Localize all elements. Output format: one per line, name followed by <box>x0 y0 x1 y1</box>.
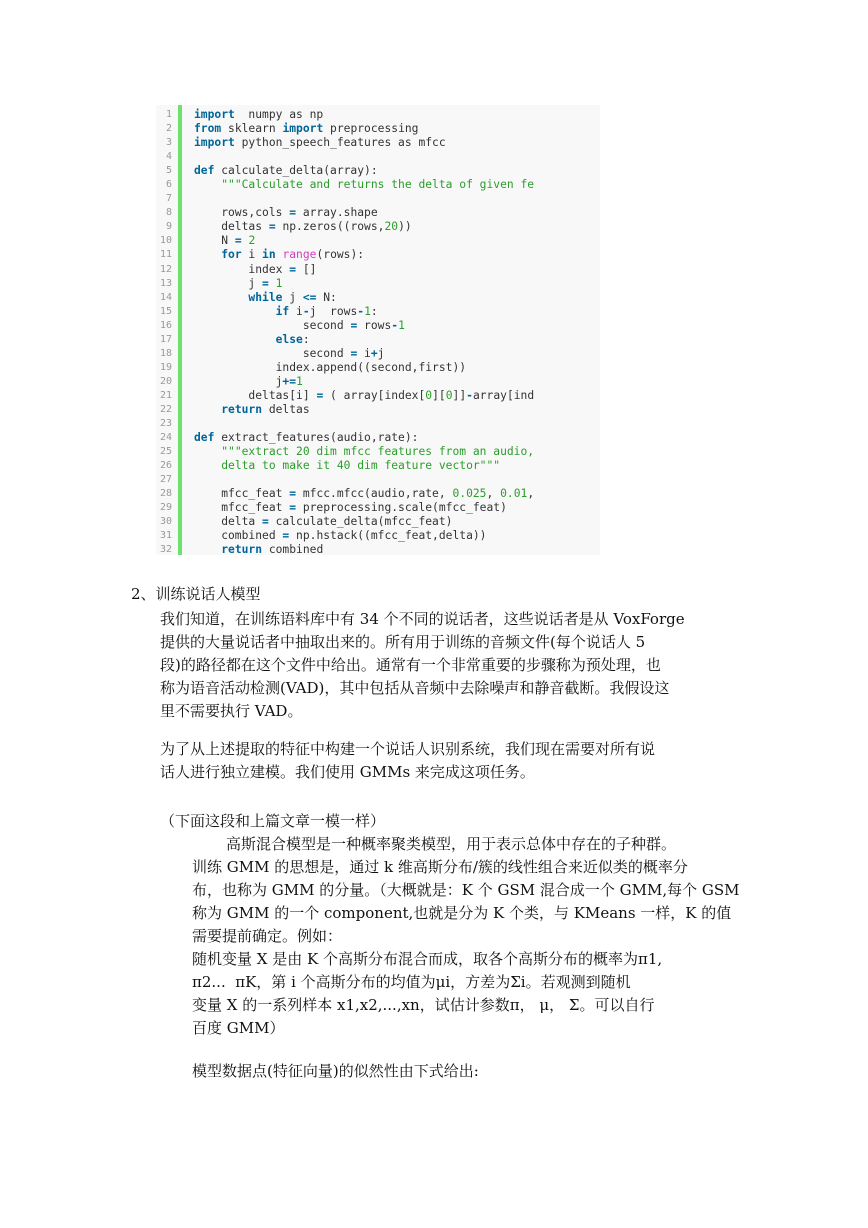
code-line <box>156 459 600 473</box>
code-token: index.append((second,first)) <box>194 360 467 374</box>
section-heading: 2、训练说话人模型 <box>131 585 261 603</box>
code-token: N: <box>316 290 337 304</box>
line-number: 5 <box>165 165 172 177</box>
line-number: 12 <box>159 263 172 275</box>
code-line <box>156 164 600 178</box>
code-token: = <box>282 529 290 543</box>
code-token: delta <box>194 515 263 529</box>
code-text <box>194 305 378 319</box>
code-line <box>156 305 600 319</box>
code-line <box>156 487 600 501</box>
code-token: += <box>282 374 297 388</box>
paragraph-line: 百度 GMM） <box>192 1019 285 1037</box>
code-token: import <box>282 122 324 136</box>
code-token: combined <box>194 529 283 543</box>
code-token: preprocessing.scale(mfcc_feat) <box>296 501 507 515</box>
code-text <box>194 319 405 333</box>
line-number: 2 <box>165 123 172 135</box>
code-token: calculate_delta(mfcc_feat) <box>268 515 453 529</box>
code-line <box>156 361 600 375</box>
code-token: 0 <box>445 388 453 402</box>
code-token: array[ind <box>472 388 535 402</box>
code-line <box>156 403 600 417</box>
paragraph-line: 高斯混合模型是一种概率聚类模型，用于表示总体中存在的子种群。 <box>226 835 677 853</box>
code-token: ][ <box>432 388 446 402</box>
code-line <box>156 206 600 220</box>
code-token: deltas[i] <box>194 388 317 402</box>
line-number: 20 <box>159 375 172 387</box>
code-token <box>194 403 221 416</box>
code-text <box>194 515 452 529</box>
code-text <box>194 347 384 361</box>
code-token <box>194 178 221 191</box>
code-token: 0 <box>425 388 433 402</box>
code-text <box>194 333 310 347</box>
code-line <box>156 333 600 347</box>
code-token: 0.01 <box>500 487 528 501</box>
code-text <box>194 291 337 305</box>
code-text <box>194 122 418 136</box>
code-text <box>194 389 534 403</box>
code-text <box>194 206 378 220</box>
paragraph-line: 需要提前确定。例如： <box>192 927 343 945</box>
code-line <box>156 431 600 445</box>
code-token: - <box>302 304 310 318</box>
code-token <box>194 543 221 555</box>
code-line <box>156 192 600 206</box>
code-text <box>194 445 534 459</box>
code-text <box>194 277 282 291</box>
code-token: return <box>221 543 263 555</box>
code-token: calculate_delta(array): <box>214 164 378 178</box>
code-text <box>194 234 255 248</box>
code-token: = <box>289 262 297 276</box>
code-token: deltas <box>262 402 310 416</box>
code-line <box>156 529 600 543</box>
code-token <box>194 248 221 261</box>
code-token: import <box>194 108 235 121</box>
code-token: i <box>241 248 263 262</box>
code-text <box>194 459 500 473</box>
line-number: 18 <box>159 347 172 359</box>
code-text <box>194 220 412 234</box>
code-token: combined <box>262 543 324 555</box>
line-number: 32 <box>159 544 172 555</box>
code-line <box>156 234 600 248</box>
code-line <box>156 277 600 291</box>
code-token: N <box>194 234 235 248</box>
code-token: return <box>221 402 263 416</box>
code-token: = <box>289 206 297 220</box>
line-number: 31 <box>159 530 172 542</box>
paragraph-line: 话人进行独立建模。我们使用 GMMs 来完成这项任务。 <box>160 763 535 781</box>
code-text <box>194 164 378 178</box>
code-token: if <box>275 304 290 318</box>
code-text <box>194 529 486 543</box>
code-token: j <box>194 276 263 290</box>
line-number: 23 <box>159 418 172 430</box>
code-line <box>156 108 600 122</box>
code-line <box>156 515 600 529</box>
code-line <box>156 178 600 192</box>
line-number: 3 <box>165 137 172 149</box>
code-token: def <box>194 431 215 445</box>
code-token <box>269 277 276 290</box>
code-token: rows,cols <box>194 206 290 220</box>
paragraph-line: 称为语音活动检测(VAD)，其中包括从音频中去除噪声和静音截断。我假设这 <box>160 679 670 697</box>
line-number: 21 <box>159 389 172 401</box>
code-line <box>156 501 600 515</box>
code-token: import <box>194 136 235 150</box>
line-number: 22 <box>159 403 172 415</box>
code-token: from <box>194 122 222 136</box>
code-token: j <box>194 374 283 388</box>
code-token: sklearn <box>221 122 283 136</box>
line-number: 28 <box>159 488 172 500</box>
code-token: python_speech_features as mfcc <box>234 136 446 150</box>
code-text <box>194 403 310 417</box>
code-token: in <box>262 248 276 262</box>
code-token: = <box>316 388 324 402</box>
code-line <box>156 248 600 262</box>
code-token <box>194 291 248 304</box>
line-number: 8 <box>165 207 172 219</box>
line-number: 29 <box>159 502 172 514</box>
code-token: : <box>370 304 378 318</box>
code-token: - <box>357 304 365 318</box>
paragraph-line: 训练 GMM 的思想是，通过 k 维高斯分布/簇的线性组合来近似类的概率分 <box>192 858 688 876</box>
code-token <box>194 445 221 458</box>
code-text <box>194 108 323 122</box>
code-token: = <box>289 501 297 515</box>
code-token: """extract 20 dim mfcc features from an audio, <box>221 445 535 459</box>
line-number: 24 <box>159 432 172 444</box>
line-number: 13 <box>159 277 172 289</box>
line-number: 4 <box>165 151 172 163</box>
code-token: 1 <box>296 374 303 388</box>
code-text <box>194 178 534 192</box>
code-token <box>194 459 221 472</box>
code-line <box>156 122 600 136</box>
code-token <box>194 333 276 346</box>
line-number: 15 <box>159 305 172 317</box>
code-token: else <box>275 332 303 346</box>
code-token: i <box>289 304 303 318</box>
line-number: 26 <box>159 460 172 472</box>
code-line <box>156 375 600 389</box>
paragraph-line: 称为 GMM 的一个 component,也就是分为 K 个类，与 KMeans 一样，K 的值 <box>192 904 732 922</box>
line-number: 11 <box>159 249 172 261</box>
code-token: 0.025 <box>452 487 487 501</box>
code-token: (rows): <box>316 248 365 262</box>
code-line <box>156 473 600 487</box>
paragraph-line: π2... πK，第 i 个高斯分布的均值为μi，方差为Σi。若观测到随机 <box>192 973 631 991</box>
code-token: j <box>377 346 385 360</box>
code-token: : <box>302 332 310 346</box>
code-line <box>156 389 600 403</box>
code-line <box>156 263 600 277</box>
code-line <box>156 150 600 164</box>
paragraph-line: 段)的路径都在这个文件中给出。通常有一个非常重要的步骤称为预处理，也 <box>160 656 661 674</box>
code-token: second <box>194 318 351 332</box>
code-token: [] <box>296 262 317 276</box>
code-token: np.zeros((rows, <box>275 220 385 234</box>
line-number: 7 <box>165 193 172 205</box>
code-line <box>156 417 600 431</box>
note-line: （下面这段和上篇文章一模一样） <box>160 812 386 830</box>
paragraph-line: 模型数据点(特征向量)的似然性由下式给出: <box>192 1062 479 1080</box>
code-text <box>194 248 364 262</box>
code-token: = <box>262 276 269 290</box>
line-number: 25 <box>159 446 172 458</box>
line-number: 19 <box>159 361 172 373</box>
code-text <box>194 487 534 501</box>
code-token: , <box>486 487 501 501</box>
code-token: def <box>194 164 215 178</box>
code-token: ]] <box>452 388 467 402</box>
code-token: = <box>268 220 276 234</box>
code-token: np.hstack((mfcc_feat,delta)) <box>289 529 487 543</box>
code-token: """Calculate and returns the delta of given fe <box>221 178 535 192</box>
line-number: 10 <box>159 235 172 247</box>
code-text <box>194 501 507 515</box>
code-token: = <box>350 318 358 332</box>
code-token: numpy as np <box>234 108 324 121</box>
code-text <box>194 361 466 375</box>
code-token <box>194 305 276 318</box>
line-number: 9 <box>165 221 172 233</box>
code-token: = <box>262 515 269 529</box>
code-line <box>156 136 600 150</box>
code-token: index <box>194 262 290 276</box>
code-lines <box>156 108 600 555</box>
code-token: mfcc.mfcc(audio,rate, <box>296 487 453 501</box>
code-token: preprocessing <box>323 122 419 136</box>
code-token: j <box>282 290 303 304</box>
code-line <box>156 543 600 555</box>
code-token: )) <box>398 220 412 234</box>
paragraph-line: 随机变量 X 是由 K 个高斯分布混合而成，取各个高斯分布的概率为π1, <box>192 950 663 968</box>
code-token: <= <box>302 290 317 304</box>
code-token: mfcc_feat <box>194 501 290 515</box>
code-token: - <box>466 388 473 402</box>
paragraph-line: 为了从上述提取的特征中构建一个说话人识别系统，我们现在需要对所有说 <box>160 740 656 758</box>
code-token: deltas <box>194 220 269 234</box>
code-token: = <box>234 234 242 248</box>
line-number: 1 <box>165 109 172 120</box>
code-token: 1 <box>364 304 371 318</box>
code-token: rows <box>357 318 392 332</box>
paragraph-line: 里不需要执行 VAD。 <box>160 702 303 720</box>
paragraph-line: 布，也称为 GMM 的分量。（大概就是：K 个 GSM 混合成一个 GMM,每个 GSM <box>192 881 740 899</box>
code-token: = <box>289 487 297 501</box>
code-token: 1 <box>398 318 405 332</box>
code-token: = <box>350 346 358 360</box>
line-number: 16 <box>159 319 172 331</box>
code-line <box>156 445 600 459</box>
code-token: mfcc_feat <box>194 487 290 501</box>
code-token: 2 <box>248 234 256 248</box>
line-number: 27 <box>159 474 172 486</box>
code-token: extract_features(audio,rate): <box>214 431 419 445</box>
code-token: 20 <box>384 220 399 234</box>
paragraph-line: 我们知道，在训练语料库中有 34 个不同的说话者，这些说话者是从 VoxForge <box>160 610 685 628</box>
code-text <box>194 375 303 389</box>
code-token: j rows <box>309 304 358 318</box>
line-number: 14 <box>159 291 172 303</box>
code-token: array.shape <box>296 206 378 220</box>
code-token: delta to make it 40 dim feature vector""" <box>221 459 501 473</box>
code-token: - <box>391 318 399 332</box>
code-text <box>194 263 316 277</box>
code-line <box>156 347 600 361</box>
code-line <box>156 291 600 305</box>
code-token: for <box>221 248 242 262</box>
paragraph-line: 变量 X 的一系列样本 x1,x2,...,xn，试估计参数π， μ， Σ。可以自行 <box>192 996 655 1014</box>
code-token: 1 <box>275 276 283 290</box>
code-token: ( array[index[ <box>323 388 426 402</box>
code-token: + <box>370 346 378 360</box>
code-token: , <box>527 487 535 501</box>
line-number: 17 <box>159 333 172 345</box>
line-number: 30 <box>159 516 172 528</box>
code-token: second <box>194 346 351 360</box>
code-token: i <box>357 346 371 360</box>
code-text <box>194 543 323 555</box>
code-token: while <box>248 290 283 304</box>
code-line <box>156 220 600 234</box>
code-line <box>156 319 600 333</box>
code-text <box>194 136 446 150</box>
code-token: range <box>282 248 317 262</box>
line-number: 6 <box>165 179 172 191</box>
code-block <box>156 105 600 555</box>
code-text <box>194 431 418 445</box>
paragraph-line: 提供的大量说话者中抽取出来的。所有用于训练的音频文件(每个说话人 5 <box>160 633 646 651</box>
